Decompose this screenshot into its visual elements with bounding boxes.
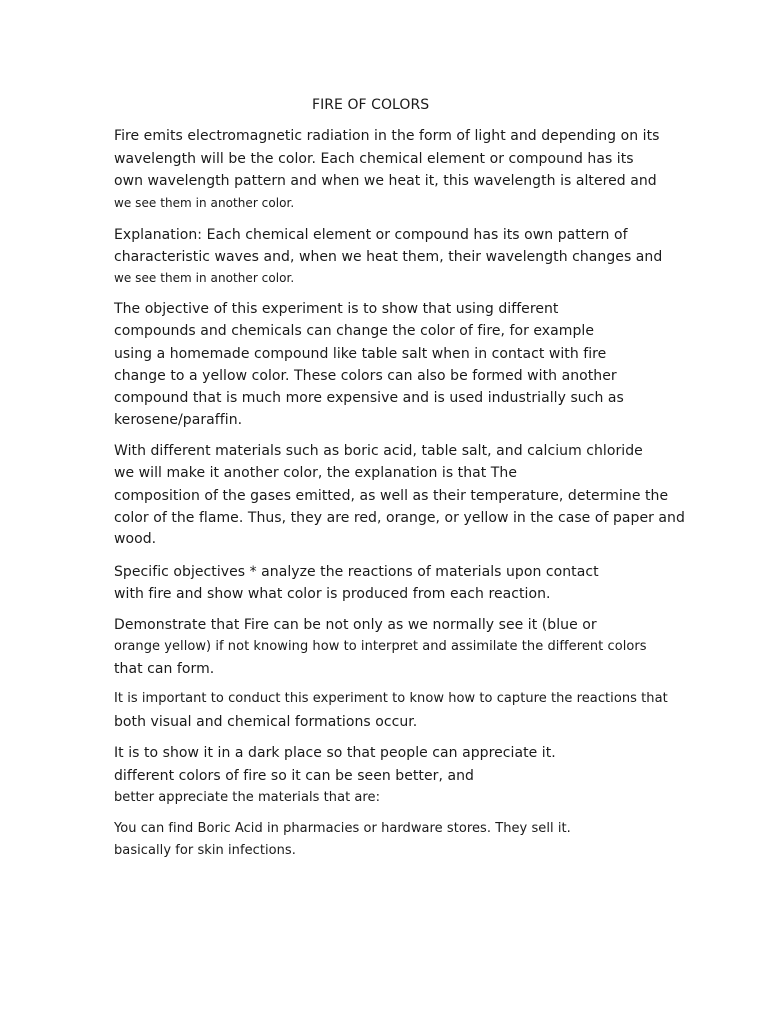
paragraph-line: change to a yellow color. These colors can also be formed with another — [114, 368, 617, 384]
paragraph-line: different colors of fire so it can be seen better, and — [114, 768, 474, 784]
paragraph-line: basically for skin infections. — [114, 843, 296, 858]
paragraph-line: composition of the gases emitted, as well as their temperature, determine the — [114, 488, 669, 504]
paragraph-line: compound that is much more expensive and is used industrially such as — [114, 390, 624, 406]
paragraph-line: better appreciate the materials that are: — [114, 790, 381, 805]
paragraph-line: compounds and chemicals can change the color of fire, for example — [114, 323, 594, 339]
paragraph-line: It is important to conduct this experiment to know how to capture the reactions that — [114, 691, 668, 706]
paragraph-line: kerosene/paraffin. — [114, 412, 243, 428]
paragraph-line: Specific objectives * analyze the reactions of materials upon contact — [114, 564, 599, 580]
paragraph-line: both visual and chemical formations occur. — [114, 714, 418, 730]
paragraph-line: we see them in another color. — [114, 271, 295, 285]
paragraph-line: with fire and show what color is produced from each reaction. — [114, 586, 551, 602]
paragraph-line: own wavelength pattern and when we heat it, this wavelength is altered and — [114, 173, 657, 189]
paragraph-line: orange yellow) if not knowing how to interpret and assimilate the different colors — [114, 639, 647, 654]
paragraph-line: The objective of this experiment is to show that using different — [114, 301, 559, 317]
paragraph-line: color of the flame. Thus, they are red, orange, or yellow in the case of paper and — [114, 510, 685, 526]
paragraph-line: that can form. — [114, 661, 215, 677]
paragraph-line: It is to show it in a dark place so that people can appreciate it. — [114, 745, 556, 761]
paragraph-line: You can find Boric Acid in pharmacies or hardware stores. They sell it. — [114, 821, 571, 836]
paragraph-line: we see them in another color. — [114, 196, 295, 210]
paragraph-line: With different materials such as boric acid, table salt, and calcium chloride — [114, 443, 643, 459]
paragraph-line: using a homemade compound like table salt when in contact with fire — [114, 346, 607, 362]
paragraph-line: Fire emits electromagnetic radiation in the form of light and depending on its — [114, 128, 660, 144]
paragraph-line: characteristic waves and, when we heat them, their wavelength changes and — [114, 249, 663, 265]
paragraph-line: Demonstrate that Fire can be not only as we normally see it (blue or — [114, 617, 597, 633]
paragraph-line: we will make it another color, the explanation is that The — [114, 465, 517, 481]
paragraph-line: wood. — [114, 531, 157, 547]
paragraph-line: Explanation: Each chemical element or compound has its own pattern of — [114, 227, 628, 243]
document-title: FIRE OF COLORS — [312, 97, 430, 113]
paragraph-line: wavelength will be the color. Each chemical element or compound has its — [114, 151, 634, 167]
